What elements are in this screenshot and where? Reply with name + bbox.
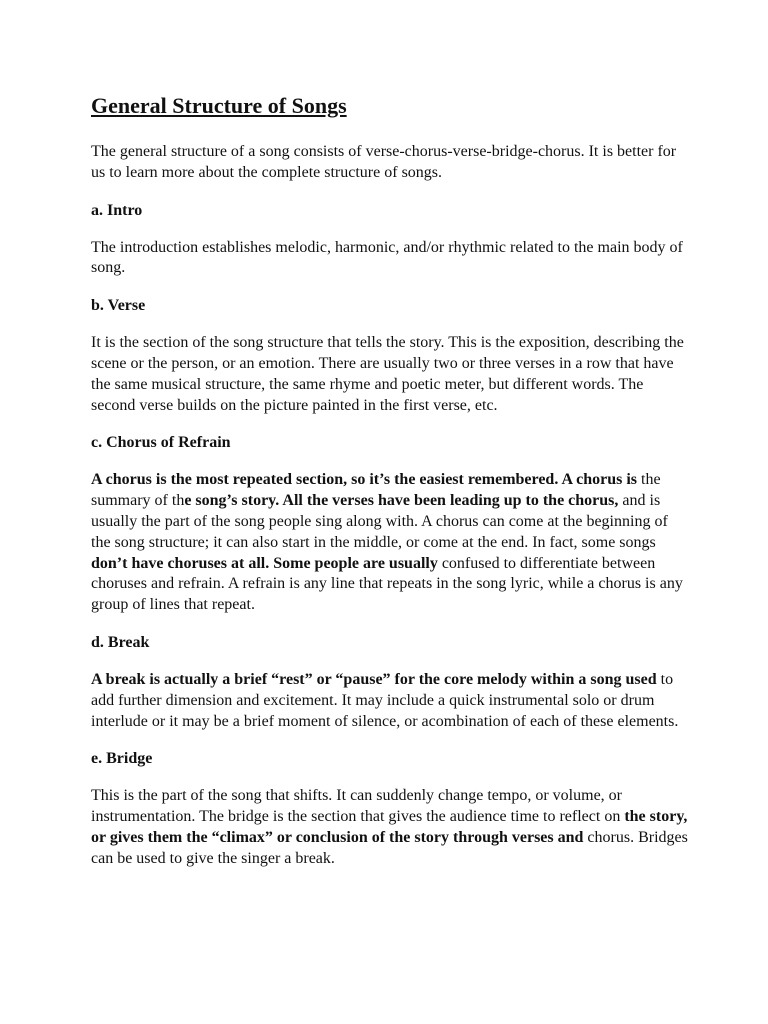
section-chorus (91, 433, 691, 616)
text-run: and is usually the part of the song people sing along with. A chorus can come at the beginning of the song structure; it can also start in the middle, or come at the end. In fact, some songs (91, 492, 668, 551)
section-paragraph: The introduction establishes melodic, harmonic, and/or rhythmic related to the main body of song. (91, 238, 683, 277)
section-paragraph (91, 470, 691, 616)
section-paragraph (91, 786, 691, 869)
section-paragraph (91, 670, 691, 732)
section-heading: b. Verse (91, 297, 146, 315)
text-run: chorus. Bridges can be used to give the singer a break. (91, 828, 688, 867)
section-break (91, 633, 691, 732)
text-run: to add further dimension and excitement. It may include a quick instrumental solo or drum interlude or it may be a brief moment of silence, or acombination of each of these elements. (91, 670, 679, 730)
document-page (91, 92, 691, 887)
section-paragraph: It is the section of the song structure that tells the story. This is the exposition, describing the scene or the person, or an emotion. There are usually two or three verses in a row that have the same musical structure, the same rhyme and poetic meter, but different words. The second verse builds on the picture painted in the first verse, etc. (91, 334, 684, 414)
text-run: This is the part of the song that shifts. It can suddenly change tempo, or volume, or instrumentation. The bridge is the section that gives the audience time to reflect on (91, 787, 625, 826)
bold-text-run: A break is actually a brief “rest” or “pause” for the core melody within a song used (91, 670, 657, 688)
document-title: General Structure of Songs (91, 93, 347, 118)
bold-text-run: don’t have choruses at all. Some people are usually (91, 554, 438, 572)
bold-text-run: A chorus is the most repeated section, so it’s the easiest remembered. A chorus is (91, 471, 638, 489)
section-bridge (91, 749, 691, 869)
section-intro (91, 201, 691, 280)
section-verse (91, 296, 691, 416)
bold-text-run: e song’s story. All the verses have been leading up to the chorus, (184, 492, 619, 510)
bold-text-run: the story, or gives them the “climax” or conclusion of the story through verses and (91, 808, 688, 846)
intro-paragraph: The general structure of a song consists of verse-chorus-verse-bridge-chorus. It is better for us to learn more about the complete structure of songs. (91, 143, 677, 181)
section-heading: e. Bridge (91, 750, 153, 768)
section-heading: a. Intro (91, 201, 143, 219)
section-heading: d. Break (91, 633, 150, 651)
text-run: the summary of th (91, 471, 661, 510)
text-run: confused to differentiate between choruses and refrain. A refrain is any line that repeats in the song lyric, while a chorus is any group of lines that repeat. (91, 554, 683, 614)
section-heading: c. Chorus of Refrain (91, 434, 231, 452)
